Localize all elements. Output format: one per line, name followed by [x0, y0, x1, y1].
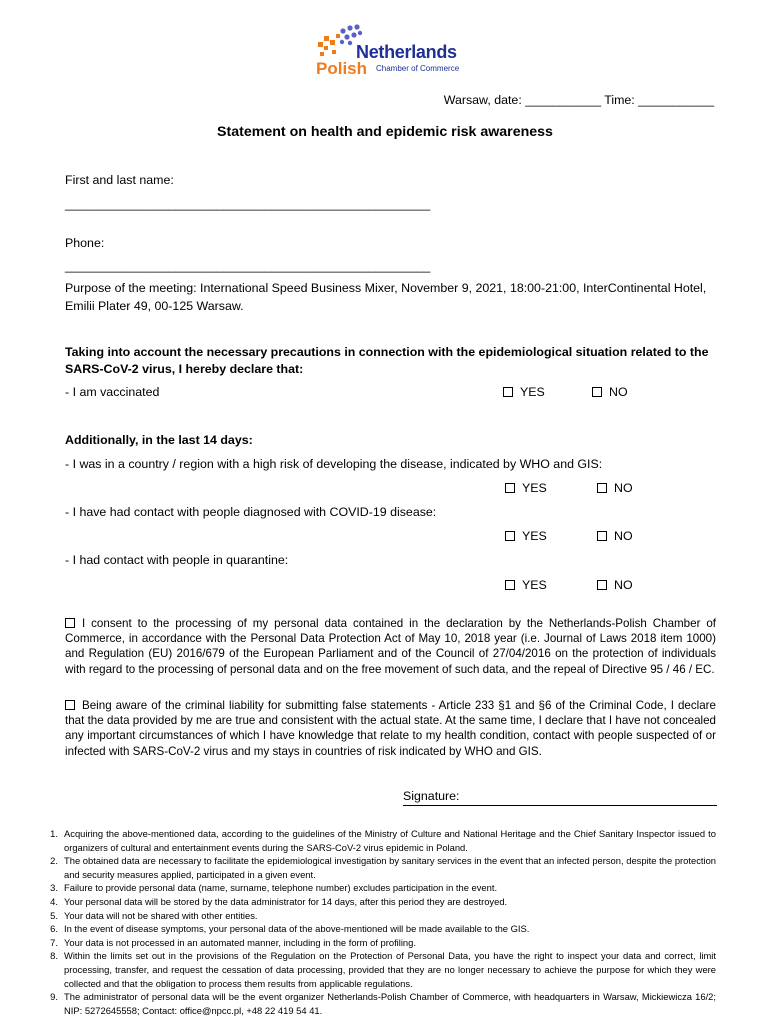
footnotes-list — [40, 827, 716, 1017]
additional-heading: Additionally, in the last 14 days: — [65, 433, 253, 447]
name-field[interactable]: _____________________________________________________ — [65, 197, 431, 211]
declaration-heading: Taking into account the necessary precautions in connection with the epidemiological situation related to the SARS-CoV-2 virus, I hereby declare that: — [65, 345, 709, 376]
question-quarantine-contact: - I had contact with people in quarantine: — [65, 553, 289, 567]
checkbox[interactable] — [505, 531, 515, 541]
checkbox[interactable] — [592, 387, 602, 397]
name-label: First and last name: — [65, 173, 174, 187]
checkbox[interactable] — [505, 580, 515, 590]
checkbox[interactable] — [597, 531, 607, 541]
checkbox[interactable] — [597, 483, 607, 493]
quarantine-no-option[interactable]: NO — [597, 577, 633, 594]
data-processing-consent[interactable]: I consent to the processing of my personal data contained in the declaration by the Netherlands-Polish Chamber of Commerce, in accordance with the Personal Data Protection Act of May 10, 2018 year (i.e. Journal of Laws 2018 item 1000) and Regulation (EU) 2016/679 of the European Parliament and of the Council of 27/04/2016 on the protection of individuals with regard to the processing of personal data and on the free movement of such data, and the repeal of Directive 95 / 46 / EC. — [65, 617, 716, 676]
date-time-line: Warsaw, date: ___________ Time: ___________ — [443, 93, 714, 107]
list-item: 2. The obtained data are necessary to facilitate the epidemiological investigation by sanitary services in the event that an infected person, despite the protection and security measures applied, participated in a given event. — [50, 855, 716, 880]
list-item: 7. Your data is not processed in an automated manner, including in the form of profiling. — [50, 936, 416, 948]
checkbox[interactable] — [503, 387, 513, 397]
covid-contact-yes-option[interactable]: YES — [505, 528, 547, 545]
signature-line[interactable] — [403, 805, 717, 806]
meeting-purpose: Purpose of the meeting: International Speed Business Mixer, November 9, 2021, 18:00-21:00, InterContinental Hotel, Emilii Plater 49, 00-125 Warsaw. — [65, 281, 707, 313]
checkbox[interactable] — [65, 700, 75, 710]
risk-country-yes-option[interactable]: YES — [505, 480, 547, 497]
checkbox[interactable] — [65, 618, 75, 628]
logo-brand-sub: Chamber of Commerce — [376, 64, 460, 73]
list-item: 6. In the event of disease symptoms, your personal data of the above-mentioned will be made available to the GIS. — [50, 923, 530, 935]
checkbox[interactable] — [597, 580, 607, 590]
vaccinated-label: - I am vaccinated — [65, 385, 160, 399]
quarantine-yes-option[interactable]: YES — [505, 577, 547, 594]
checkbox[interactable] — [505, 483, 515, 493]
chamber-logo — [314, 22, 474, 78]
phone-label: Phone: — [65, 236, 105, 250]
risk-country-no-option[interactable]: NO — [597, 480, 633, 497]
question-covid-contact: - I have had contact with people diagnosed with COVID-19 disease: — [65, 505, 437, 519]
list-item: 4. Your personal data will be stored by the data administrator for 14 days, after this period they are destroyed. — [50, 895, 508, 907]
list-item: 3. Failure to provide personal data (name, surname, telephone number) excludes participation in the event. — [50, 882, 498, 894]
list-item: 8. Within the limits set out in the provisions of the Regulation on the Protection of Personal Data, you have the right to inspect your data and correct, limit processing, transfer, and request the cessation of data processing, provided that they are no longer necessary to achieve the purpose for which they were collected and that the obligation to process them results from applicable regulations. — [50, 950, 716, 989]
list-item: 5. Your data will not be shared with other entities. — [50, 909, 258, 921]
phone-field[interactable]: _____________________________________________________ — [65, 259, 431, 273]
list-item: 1. Acquiring the above-mentioned data, according to the guidelines of the Ministry of Culture and National Heritage and the Chief Sanitary Inspector issued to organizers of cultural and entertainment events during the SARS-CoV-2 virus epidemic in Poland. — [50, 828, 716, 853]
logo-brand-top: Netherlands — [356, 42, 457, 62]
logo-brand-bottom: Polish — [316, 59, 368, 78]
vaccinated-yes-option[interactable]: YES — [503, 384, 545, 401]
signature-label: Signature: — [403, 789, 460, 803]
criminal-liability-statement[interactable]: Being aware of the criminal liability for submitting false statements - Article 233 §1 and §6 of the Criminal Code, I declare that the data provided by me are true and consistent with the actual state. At the same time, I declare that I have not concealed any important circumstances of which I have knowledge that relate to my health condition, contact with people suspected of or infected with SARS-CoV-2 virus and my stays in countries of risk indicated by WHO and GIS. — [65, 699, 716, 758]
covid-contact-no-option[interactable]: NO — [597, 528, 633, 545]
list-item: 9. The administrator of personal data will be the event organizer Netherlands-Polish Chamber of Commerce, with headquarters in Warsaw, Mickiewicza 16/2; NIP: 5272645558; Contact: office@npcc.pl, +48 22 419 54 41. — [50, 991, 716, 1016]
question-risk-country: - I was in a country / region with a high risk of developing the disease, indicated by WHO and GIS: — [65, 457, 603, 471]
page-title: Statement on health and epidemic risk awareness — [217, 124, 553, 140]
vaccinated-no-option[interactable]: NO — [592, 384, 628, 401]
